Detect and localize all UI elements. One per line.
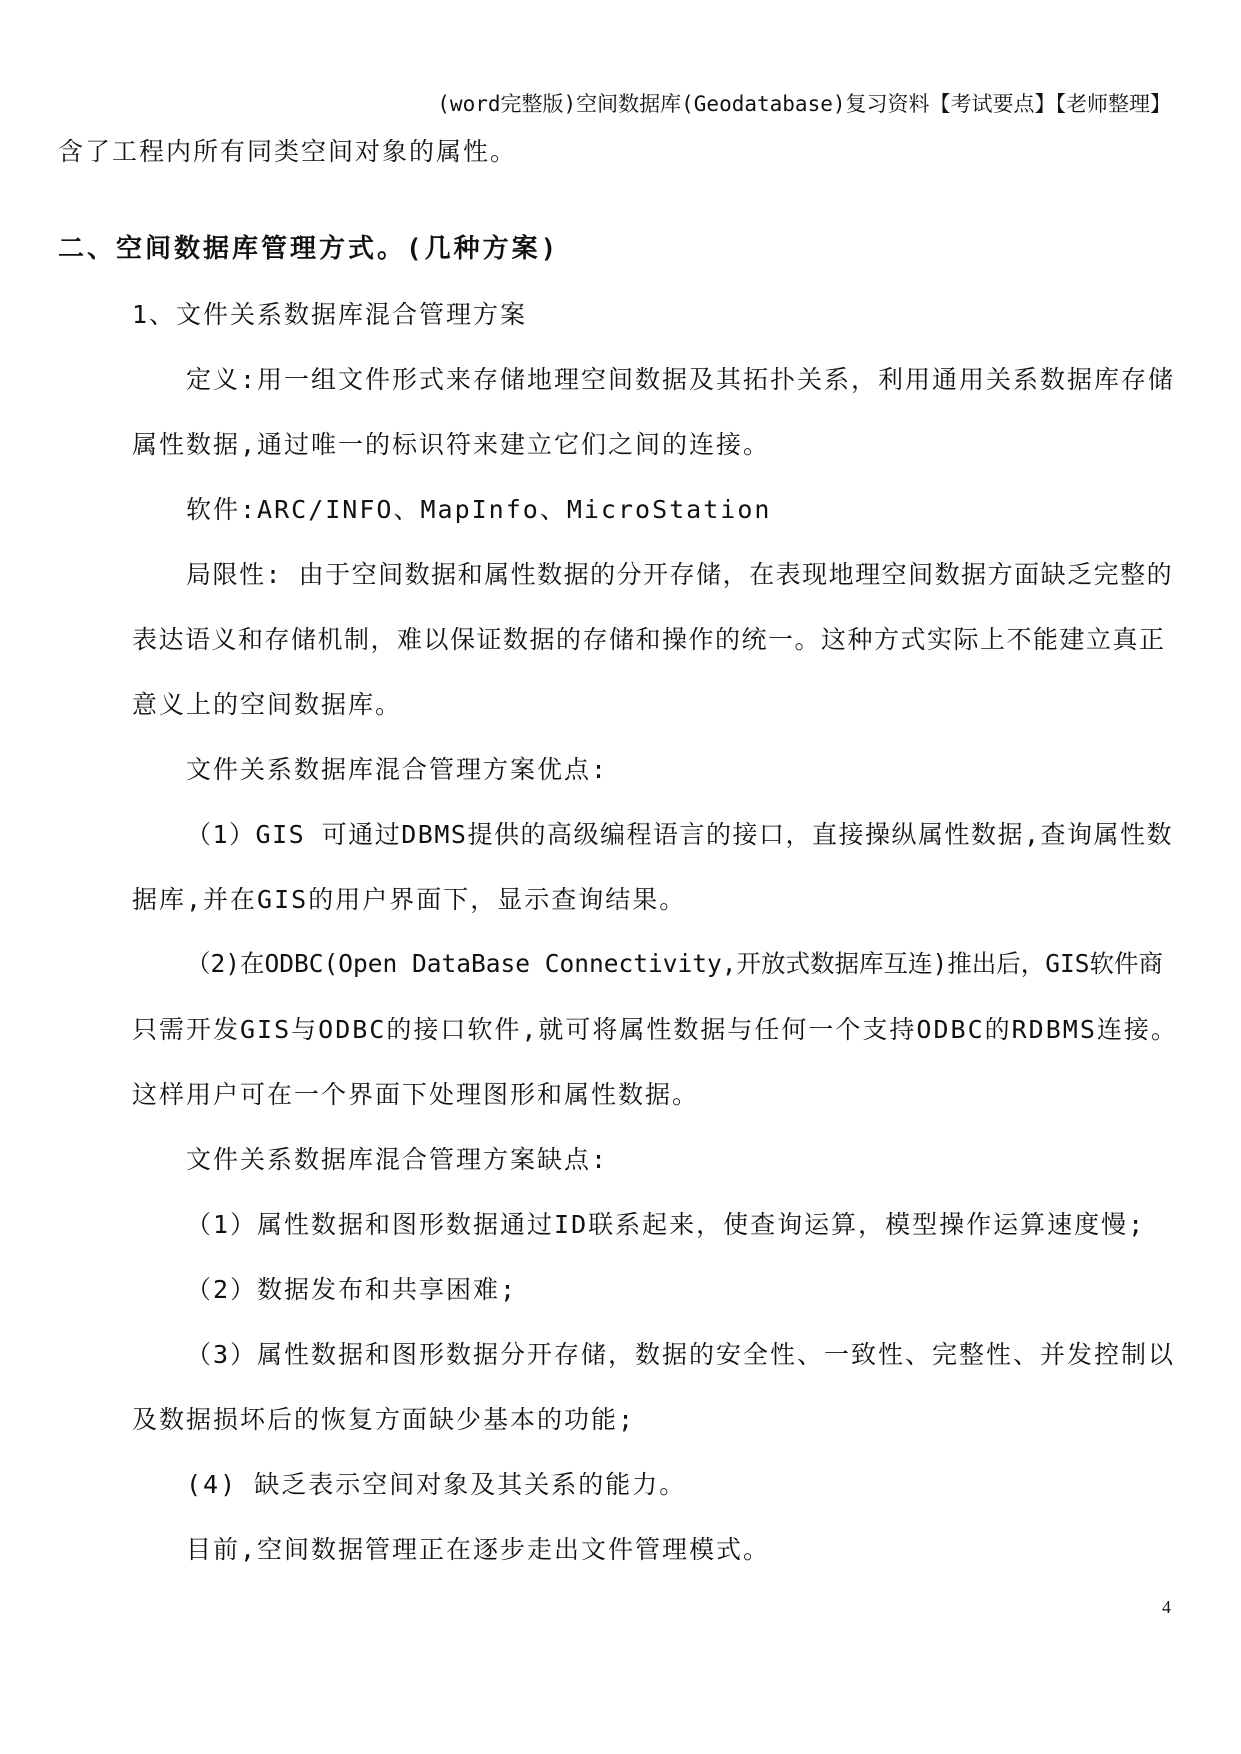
text-line: 及数据损坏后的恢复方面缺少基本的功能; bbox=[132, 1405, 636, 1434]
text-line: 表达语义和存储机制，难以保证数据的存储和操作的统一。这种方式实际上不能建立真正 bbox=[132, 625, 1166, 654]
text-line: 这样用户可在一个界面下处理图形和属性数据。 bbox=[132, 1080, 700, 1109]
text-line: 据库,并在GIS的用户界面下，显示查询结果。 bbox=[132, 885, 687, 914]
text-line: 定义:用一组文件形式来存储地理空间数据及其拓扑关系，利用通用关系数据库存储 bbox=[186, 365, 1176, 394]
text-line: （3）属性数据和图形数据分开存储，数据的安全性、一致性、完整性、并发控制以 bbox=[186, 1340, 1176, 1369]
text-line: (4) 缺乏表示空间对象及其关系的能力。 bbox=[186, 1470, 687, 1499]
text-line: 局限性: 由于空间数据和属性数据的分开存储，在表现地理空间数据方面缺乏完整的 bbox=[186, 560, 1174, 589]
text-line: （2)在ODBC(Open DataBase Connectivity,开放式数据库互连)推出后，GIS软件商 bbox=[186, 949, 1164, 978]
text-line: 含了工程内所有同类空间对象的属性。 bbox=[58, 137, 518, 166]
text-line: 目前,空间数据管理正在逐步走出文件管理模式。 bbox=[186, 1535, 771, 1564]
text-line: 属性数据,通过唯一的标识符来建立它们之间的连接。 bbox=[132, 430, 771, 459]
text-line: 只需开发GIS与ODBC的接口软件,就可将属性数据与任何一个支持ODBC的RDBMS连接。 bbox=[132, 1015, 1178, 1044]
subsection-heading: 1、文件关系数据库混合管理方案 bbox=[132, 300, 528, 329]
text-line: （1）GIS 可通过DBMS提供的高级编程语言的接口，直接操纵属性数据,查询属性数 bbox=[186, 820, 1174, 849]
page-number: 4 bbox=[1162, 1597, 1171, 1617]
running-header: (word完整版)空间数据库(Geodatabase)复习资料【考试要点】【老师整理】 bbox=[437, 92, 1171, 116]
text-line: （1）属性数据和图形数据通过ID联系起来，使查询运算，模型操作运算速度慢; bbox=[186, 1210, 1146, 1239]
section-heading: 二、空间数据库管理方式。(几种方案) bbox=[58, 234, 560, 264]
text-line: 软件:ARC/INFO、MapInfo、MicroStation bbox=[186, 495, 772, 524]
text-line: 文件关系数据库混合管理方案缺点: bbox=[186, 1145, 609, 1174]
text-line: 文件关系数据库混合管理方案优点: bbox=[186, 755, 609, 784]
text-line: （2）数据发布和共享困难; bbox=[186, 1275, 518, 1304]
text-line: 意义上的空间数据库。 bbox=[132, 690, 403, 719]
